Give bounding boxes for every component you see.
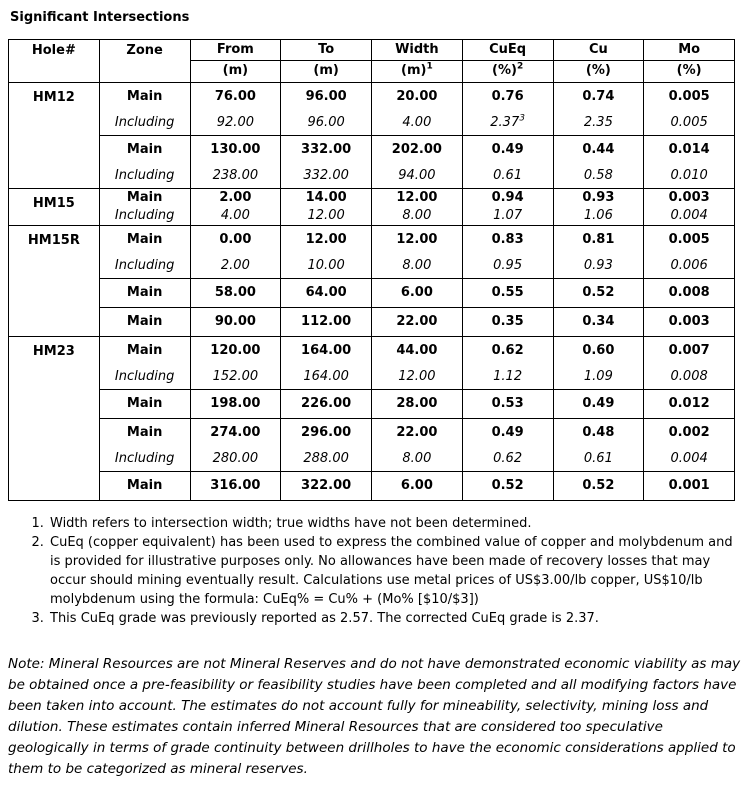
from-cell: 120.00 — [190, 337, 281, 366]
from-cell: 316.00 — [190, 472, 281, 501]
cu-cell: 1.06 — [553, 207, 644, 226]
from-cell: 280.00 — [190, 447, 281, 472]
cueq-cell: 0.53 — [462, 390, 553, 419]
cueq-cell: 0.49 — [462, 136, 553, 165]
footnote-item-3: 3. This CuEq grade was previously reported as 2.57. The corrected CuEq grade is 2.37. — [48, 609, 735, 628]
col-header-cueq: CuEq — [462, 40, 553, 61]
table-row — [9, 254, 735, 279]
mo-cell: 0.007 — [644, 337, 735, 366]
hole-cell: HM15R — [9, 226, 100, 337]
col-header-to: To — [281, 40, 372, 61]
unit-header-to: (m) — [281, 61, 372, 83]
cueq-cell: 0.52 — [462, 472, 553, 501]
cueq-cell: 0.49 — [462, 419, 553, 448]
cu-cell: 0.60 — [553, 337, 644, 366]
zone-cell: Main — [99, 189, 190, 208]
hole-cell: HM15 — [9, 189, 100, 226]
from-cell: 2.00 — [190, 189, 281, 208]
col-header-from: From — [190, 40, 281, 61]
width-cell: 12.00 — [372, 189, 463, 208]
from-cell: 90.00 — [190, 308, 281, 337]
col-header-hole: Hole# — [9, 40, 100, 83]
mo-cell: 0.008 — [644, 365, 735, 390]
cu-cell: 0.93 — [553, 189, 644, 208]
to-cell: 64.00 — [281, 279, 372, 308]
width-cell: 22.00 — [372, 308, 463, 337]
to-cell: 322.00 — [281, 472, 372, 501]
col-header-width: Width — [372, 40, 463, 61]
mo-cell: 0.005 — [644, 111, 735, 136]
width-cell: 8.00 — [372, 207, 463, 226]
mo-cell: 0.012 — [644, 390, 735, 419]
to-cell: 296.00 — [281, 419, 372, 448]
zone-cell: Including — [99, 111, 190, 136]
from-cell: 198.00 — [190, 390, 281, 419]
cu-cell: 0.52 — [553, 279, 644, 308]
unit-header-from: (m) — [190, 61, 281, 83]
cueq-cell: 0.95 — [462, 254, 553, 279]
cueq-cell: 0.94 — [462, 189, 553, 208]
col-header-mo: Mo — [644, 40, 735, 61]
zone-cell: Main — [99, 419, 190, 448]
to-cell: 226.00 — [281, 390, 372, 419]
cueq-cell: 1.07 — [462, 207, 553, 226]
width-cell: 44.00 — [372, 337, 463, 366]
cu-cell: 2.35 — [553, 111, 644, 136]
table-body — [9, 83, 735, 501]
zone-cell: Main — [99, 83, 190, 112]
zone-cell: Main — [99, 136, 190, 165]
hole-cell: HM12 — [9, 83, 100, 189]
mo-cell: 0.001 — [644, 472, 735, 501]
table-row — [9, 207, 735, 226]
mo-cell: 0.003 — [644, 189, 735, 208]
mo-cell: 0.005 — [644, 83, 735, 112]
from-cell: 0.00 — [190, 226, 281, 255]
mo-cell: 0.010 — [644, 164, 735, 189]
page-title: Significant Intersections — [10, 10, 190, 25]
mo-cell: 0.003 — [644, 308, 735, 337]
table-header — [9, 40, 735, 83]
width-cell: 12.00 — [372, 226, 463, 255]
zone-cell: Main — [99, 226, 190, 255]
mo-cell: 0.014 — [644, 136, 735, 165]
from-cell: 238.00 — [190, 164, 281, 189]
zone-cell: Main — [99, 308, 190, 337]
cu-cell: 0.58 — [553, 164, 644, 189]
table-row — [9, 390, 735, 419]
cueq-cell: 0.83 — [462, 226, 553, 255]
table-row — [9, 83, 735, 112]
zone-cell: Main — [99, 279, 190, 308]
table-row — [9, 279, 735, 308]
cueq-cell: 0.61 — [462, 164, 553, 189]
table-row — [9, 365, 735, 390]
zone-cell: Main — [99, 337, 190, 366]
table-row — [9, 226, 735, 255]
from-cell: 92.00 — [190, 111, 281, 136]
width-cell: 22.00 — [372, 419, 463, 448]
zone-cell: Including — [99, 207, 190, 226]
cu-cell: 0.61 — [553, 447, 644, 472]
cu-cell: 1.09 — [553, 365, 644, 390]
width-cell: 94.00 — [372, 164, 463, 189]
width-cell: 20.00 — [372, 83, 463, 112]
unit-header-cu: (%) — [553, 61, 644, 83]
table-row — [9, 308, 735, 337]
cueq-cell: 0.76 — [462, 83, 553, 112]
table-row — [9, 164, 735, 189]
to-cell: 332.00 — [281, 164, 372, 189]
cu-cell: 0.74 — [553, 83, 644, 112]
cu-cell: 0.81 — [553, 226, 644, 255]
from-cell: 152.00 — [190, 365, 281, 390]
footnotes-list — [8, 514, 735, 628]
to-cell: 112.00 — [281, 308, 372, 337]
to-cell: 96.00 — [281, 111, 372, 136]
table-row — [9, 136, 735, 165]
table-row — [9, 337, 735, 366]
cueq-cell: 0.62 — [462, 337, 553, 366]
cu-cell: 0.44 — [553, 136, 644, 165]
cu-cell: 0.49 — [553, 390, 644, 419]
table-row — [9, 111, 735, 136]
width-cell: 8.00 — [372, 447, 463, 472]
mo-cell: 0.002 — [644, 419, 735, 448]
cu-cell: 0.93 — [553, 254, 644, 279]
zone-cell: Main — [99, 472, 190, 501]
mo-cell: 0.004 — [644, 207, 735, 226]
unit-header-width: $(m)^1$ — [372, 61, 463, 83]
unit-header-cueq: (%)$^2$ — [462, 61, 553, 83]
table-row — [9, 189, 735, 208]
cu-cell: 0.52 — [553, 472, 644, 501]
hole-cell: HM23 — [9, 337, 100, 501]
cueq-cell: 0.55 — [462, 279, 553, 308]
mo-cell: 0.004 — [644, 447, 735, 472]
to-cell: 332.00 — [281, 136, 372, 165]
width-cell: 8.00 — [372, 254, 463, 279]
zone-cell: Including — [99, 254, 190, 279]
width-cell: 202.00 — [372, 136, 463, 165]
footnote-item-1: 1. Width refers to intersection width; true widths have not been determined. — [48, 514, 735, 533]
mo-cell: 0.006 — [644, 254, 735, 279]
unit-header-mo: (%) — [644, 61, 735, 83]
cueq-cell: 2.37$^3$ — [462, 111, 553, 136]
width-cell: 6.00 — [372, 472, 463, 501]
to-cell: 96.00 — [281, 83, 372, 112]
zone-cell: Including — [99, 365, 190, 390]
to-cell: 14.00 — [281, 189, 372, 208]
zone-cell: Including — [99, 447, 190, 472]
cueq-cell: 0.62 — [462, 447, 553, 472]
from-cell: 274.00 — [190, 419, 281, 448]
width-cell: 12.00 — [372, 365, 463, 390]
width-cell: 28.00 — [372, 390, 463, 419]
cu-cell: 0.48 — [553, 419, 644, 448]
note-paragraph: Note: Mineral Resources are not Mineral Reserves and do not have demonstrated economic viability as may be obtained once a pre-feasibility or feasibility studies have been completed and all modifying factors have been taken into account. The estimates do not account fully for mineability, selectivity, mining loss and dilution. These estimates contain inferred Mineral Resources that are considered too speculative geologically in terms of grade continuity between drillholes to have the economic considerations applied to them to be categorized as mineral reserves. — [8, 656, 741, 777]
from-cell: 2.00 — [190, 254, 281, 279]
width-cell: 6.00 — [372, 279, 463, 308]
zone-cell: Main — [99, 390, 190, 419]
cueq-cell: 1.12 — [462, 365, 553, 390]
from-cell: 76.00 — [190, 83, 281, 112]
col-header-zone: Zone — [99, 40, 190, 83]
table-row — [9, 472, 735, 501]
cu-cell: 0.34 — [553, 308, 644, 337]
from-cell: 130.00 — [190, 136, 281, 165]
footnote-item-2: 2. CuEq (copper equivalent) has been used to express the combined value of copper and molybdenum and is provided for illustrative purposes only. No allowances have been made of recovery losses that may occur should mining eventually result. Calculations use metal prices of US$3.00/lb copper, US$10/lb molybdenum using the formula: CuEq% = Cu% + (Mo% [$10/$3]) — [48, 533, 735, 609]
to-cell: 10.00 — [281, 254, 372, 279]
table-row — [9, 447, 735, 472]
zone-cell: Including — [99, 164, 190, 189]
col-header-cu: Cu — [553, 40, 644, 61]
to-cell: 12.00 — [281, 207, 372, 226]
to-cell: 164.00 — [281, 337, 372, 366]
mo-cell: 0.005 — [644, 226, 735, 255]
table-row — [9, 419, 735, 448]
cueq-cell: 0.35 — [462, 308, 553, 337]
to-cell: 12.00 — [281, 226, 372, 255]
to-cell: 288.00 — [281, 447, 372, 472]
from-cell: 4.00 — [190, 207, 281, 226]
mo-cell: 0.008 — [644, 279, 735, 308]
to-cell: 164.00 — [281, 365, 372, 390]
intersections-table — [8, 39, 735, 501]
from-cell: 58.00 — [190, 279, 281, 308]
width-cell: 4.00 — [372, 111, 463, 136]
